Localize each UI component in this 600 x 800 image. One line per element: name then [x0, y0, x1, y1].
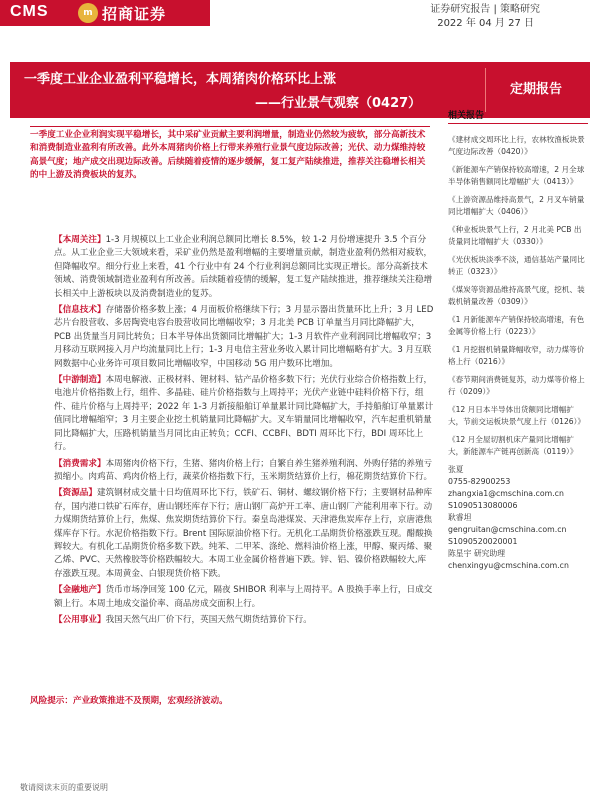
section-consumption	[54, 458, 434, 485]
analyst-name: 陈星宇 研究助理	[448, 549, 506, 558]
page-header	[0, 0, 600, 40]
section-resources	[54, 487, 434, 581]
section-tag: 【本周关注】	[54, 235, 106, 245]
logo-cn: 招商证券	[102, 5, 167, 23]
related-report-item[interactable]: 《种业板块景气上行，2 月北美 PCB 出货量同比增幅扩大（0330）》	[448, 225, 582, 246]
analyst-license: S1090513080006	[448, 501, 518, 510]
section-text: 1-3 月规模以上工业企业利润总额同比增长 8.5%，较 1-2 月份增速提升 3.5 个百分点。从工业企业三大领域来看，采矿业仍然是盈利增幅的主要增量贡献，制造业盈利仍然相对疲软，但降幅收窄。细分行业上来看，41 个行业中有 24 个行业利润总额同比实现正增长。部分高新技术领域、消费领域制造业盈利有所改善。后续随着疫情的缓解，复工复产陆续推进，推荐继续关注稳增长相关中上游板块以及消费制造业的复苏。	[54, 235, 433, 299]
section-it	[54, 304, 434, 371]
related-report-item[interactable]: 《12 月日本半导体出货额同比增幅扩大，节前交运板块景气度上行（0126）》	[448, 405, 586, 426]
analyst-email[interactable]: chenxingyu@cmschina.com.cn	[448, 561, 569, 570]
analyst-name: 张夏	[448, 465, 464, 474]
section-tag: 【中游制造】	[54, 375, 106, 386]
report-date: 2022 年 04 月 27 日	[437, 18, 534, 29]
report-title: 一季度工业企业盈利平稳增长，本周猪肉价格环比上涨	[24, 72, 337, 87]
related-reports-list	[448, 134, 588, 458]
related-report-item[interactable]: 《新能源车产销保持较高增速，2 月全球半导体销售额同比增幅扩大（0413）》	[448, 165, 585, 186]
section-midstream	[54, 374, 434, 454]
report-category-badge: 定期报告	[510, 82, 563, 97]
brand-logo	[0, 0, 210, 26]
section-tag: 【金融地产】	[54, 585, 106, 596]
section-tag: 【资源品】	[54, 488, 97, 499]
analyst-license: S1090520020001	[448, 537, 518, 546]
related-report-item[interactable]: 《1 月新能源车产销保持较高增速，有色金属等价格上行（0223）》	[448, 315, 585, 336]
section-text: 我国天然气出厂价下行，英国天然气期货结算价下行。	[105, 614, 312, 625]
logo-emblem-icon: m	[78, 3, 98, 23]
section-text: 本周猪肉价格下行，生猪、猪肉价格上行；自繁自养生猪养殖利润、外购仔猪的养殖亏损缩小。肉鸡苗、鸡肉价格上行，蔬菜价格指数下行，玉米期货结算价上行，棉花期货结算价下行。	[54, 458, 433, 482]
summary-paragraph: 一季度工业企业利润实现平稳增长，其中采矿业贡献主要利润增量，制造业仍然较为疲软，部分高新技术和消费制造业盈利有所改善。此外本周猪肉价格上行带来养殖行业景气度边际改善；光伏、动力煤维持较高景气度；地产成交出现边际改善。后续随着疫情的逐步缓解，复工复产陆续推进，推荐关注稳增长相关的中上游及消费板块的复苏。	[30, 126, 430, 183]
section-tag: 【公用事业】	[54, 614, 106, 625]
page-footer-note: 敬请阅读末页的重要说明	[20, 783, 108, 792]
analyst-name: 耿睿坦	[448, 513, 472, 522]
section-text: 本周电解液、正极材料、锂材料、钴产品价格多数下行；光伏行业综合价格指数上行，电池片价格指数上行，组件、多晶硅、硅片价格指数与上周持平；光伏产业链中硅料价格下行，组件、硅片价格与上周持平；2022 年 1-3 月新接船舶订单量累计同比降幅扩大，手持船舶订单量累计值同比增幅缩窄；3 月主要企业挖土机销量同比降幅扩大。叉车销量同比增幅收窄，汽车起重机销量同比降幅扩大，压路机销量当月同比由正转负；CCFI、CCBFI、BDTI 周环比下行，BDI 周环比上行。	[54, 375, 434, 453]
section-finance-realestate	[54, 584, 434, 611]
title-divider	[485, 68, 486, 112]
related-report-item[interactable]: 《光伏板块淡季不淡，通信基站产量同比转正（0323）》	[448, 255, 585, 276]
section-text: 建筑钢材成交量十日均值周环比下行，铁矿石、铜材、螺纹钢价格下行；主要钢材品种库存，国内港口铁矿石库存，唐山钢坯库存下行；唐山钢厂高炉开工率、唐山钢厂产能利用率下行。动力煤期货结算价上行，焦煤、焦炭期货结算价下行。秦皇岛港煤炭、天津港焦炭库存上行，京唐港焦煤库存下行。水泥价格指数下行。Brent 国际原油价格下行。无机化工品期货价格涨跌互现。醋酸换辉较大。有机化工品期货价格多数下跌。纯苯、二甲苯、涤纶、燃料油价格上涨，甲醇、聚丙烯、聚乙烯、PVC、天然橡胶等价格跌幅较大。本周工业金属价格普遍下跌。锌、铝、镍价格跌幅较大,库存涨跌互现。本周黄金、白银现货价格下跌。	[54, 488, 433, 579]
main-content	[54, 234, 434, 630]
analyst-phone: 0755-82900253	[448, 477, 511, 486]
section-focus	[54, 234, 434, 301]
related-report-item[interactable]: 《建材成交周环比上行，农林牧渔板块景气度边际改善（0420）》	[448, 135, 585, 156]
section-text: 货币市场净回笼 100 亿元，隔夜 SHIBOR 利率与上周持平。A 股换手率上行，日成交额上行。本周土地成交溢价率、商品房成交面积上行。	[54, 585, 433, 609]
related-report-item[interactable]: 《上游资源品维持高景气，2 月叉车销量同比增幅扩大（0406）》	[448, 195, 585, 216]
related-report-item[interactable]: 《煤炭等资源品维持高景气度，挖机、装载机销量改善（0309）》	[448, 285, 585, 306]
analyst-contacts	[448, 464, 588, 572]
analyst-email[interactable]: gengruitan@cmschina.com.cn	[448, 525, 567, 534]
risk-warning: 风险提示：产业政策推进不及预期，宏观经济波动。	[30, 696, 228, 706]
related-report-item[interactable]: 《春节期间消费链复苏，动力煤等价格上行（0209）》	[448, 375, 585, 396]
analyst-email[interactable]: zhangxia1@cmschina.com.cn	[448, 489, 564, 498]
section-text: 存储器价格多数上涨；4 月面板价格继续下行；3 月显示器出货量环比上升；3 月 LED 芯片台股营收、多居陶瓷电容台股营收同比增幅收窄；3 月北美 PCB 订单量当月同比降幅扩大，PCB 出货量当月同比转负；日本半导体出货额同比增幅扩大；1-3 月软件产业利润同比增幅收窄；3 月移动互联网接入月户均流量同比上行；1-3 月电信主营业务收入累计同比增幅略有扩大。3 月互联网数据中心业务许可项目数同比增幅收窄，中国移动 5G 用户数环比增加。	[54, 305, 434, 369]
related-report-item[interactable]: 《1 月挖掘机销量降幅收窄，动力煤等价格上行（0216）》	[448, 345, 585, 366]
report-subtitle: ——行业景气观察（0427）	[255, 96, 422, 111]
sidebar	[448, 108, 588, 572]
related-reports-heading: 相关报告	[448, 108, 588, 124]
section-tag: 【信息技术】	[54, 305, 106, 316]
related-report-item[interactable]: 《12 月全屋切割机床产量同比增幅扩大，新能源车产链再创新高（0119）》	[448, 435, 578, 456]
section-tag: 【消费需求】	[54, 458, 106, 469]
report-type: 证券研究报告 | 策略研究	[430, 4, 540, 15]
logo-en: CMS	[10, 3, 49, 20]
section-utilities	[54, 614, 434, 627]
